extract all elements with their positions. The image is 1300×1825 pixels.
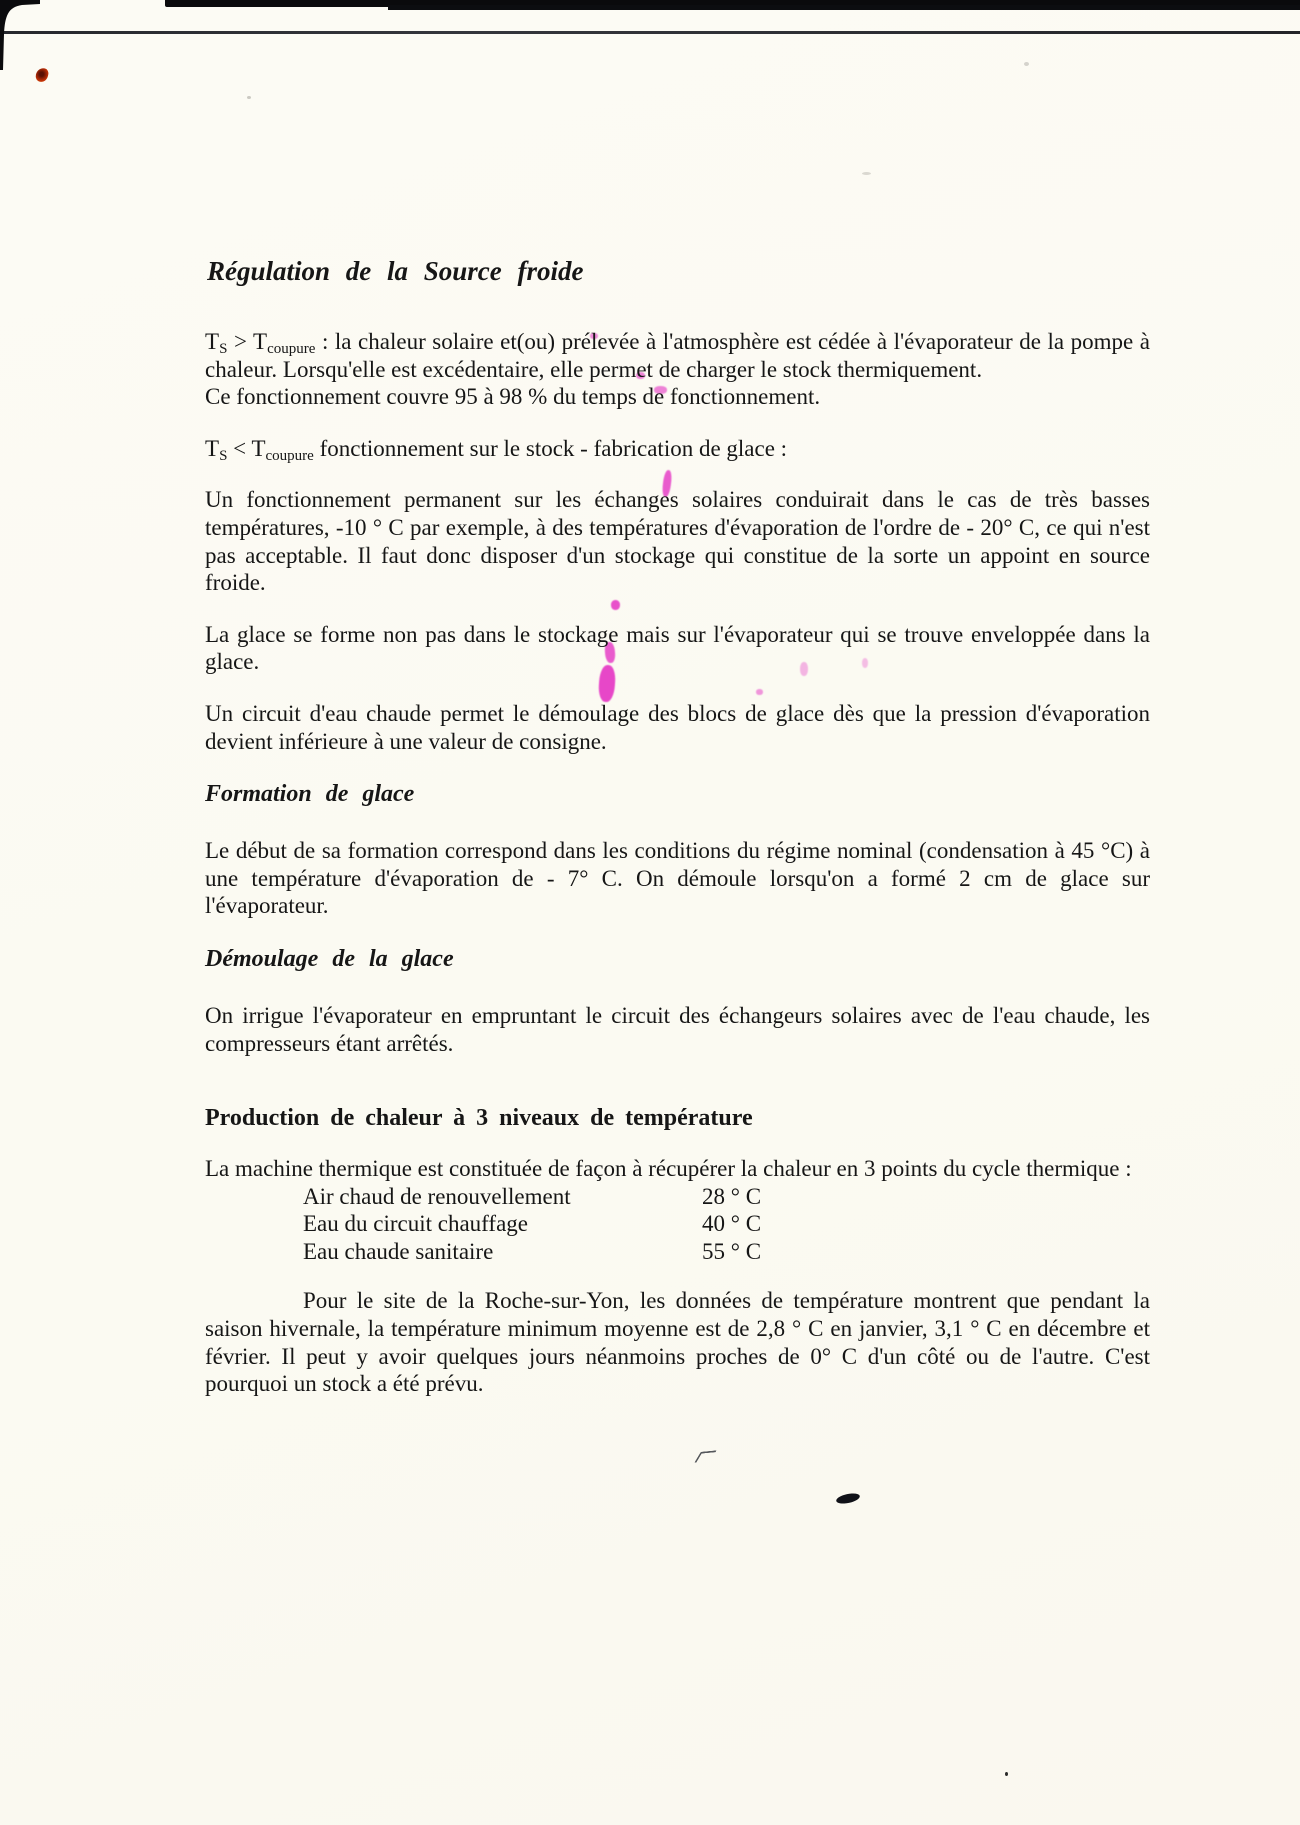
- section-heading-demoulage-de-la-glace: Démoulage de la glace: [205, 945, 454, 972]
- temperature-row-label: Eau chaude sanitaire: [303, 1238, 494, 1264]
- paragraph-debut-formation: Le début de sa formation correspond dans les conditions du régime nominal (condensation à 45 °C) à une température d'évaporation de - 7° C. On démoule lorsqu'on a formé 2 cm de glace sur l'évaporateur.: [205, 838, 1150, 919]
- ink-dash-blob: [835, 1492, 860, 1506]
- paragraph-ts-greater: [205, 328, 1150, 383]
- ink-speck: [1024, 62, 1029, 66]
- temperature-row-label: Eau du circuit chauffage: [303, 1211, 528, 1237]
- stray-pen-mark: [694, 1450, 717, 1463]
- paragraph-roche-sur-yon: Pour le site de la Roche-sur-Yon, les données de température montrent que pendant la saison hivernale, la température minimum moyenne est de 2,8 ° C en janvier, 3,1 ° C en décembre et février. Il peut y avoir quelques jours néanmoins proches de 0° C d'un côté ou de l'autre. C'est pourquoi un stock a été prévu.: [205, 1288, 1150, 1397]
- ink-speck: [1005, 1772, 1008, 1776]
- paragraph-coverage: Ce fonctionnement couvre 95 à 98 % du temps de fonctionnement.: [205, 384, 821, 410]
- paragraph-text: fonctionnement sur le stock - fabrication de glace :: [313, 435, 788, 461]
- temperature-row-value: 40 ° C: [702, 1211, 762, 1237]
- temperature-row-value: 28 ° C: [702, 1183, 762, 1209]
- paragraph-glace-se-forme: La glace se forme non pas dans le stockage mais sur l'évaporateur qui se trouve enveloppée dans la glace.: [205, 621, 1150, 675]
- ink-speck: [862, 172, 871, 175]
- horizontal-scan-line: [0, 31, 1300, 34]
- paragraph-text: : la chaleur solaire et(ou) prélevée à l'atmosphère est cédée à l'évaporateur de la pompe à chaleur. Lorsqu'elle est excédentaire, elle permet de charger le stock thermiquement.: [205, 329, 1150, 382]
- paragraph-on-irrigue: On irrigue l'évaporateur en empruntant le circuit des échangeurs solaires avec de l'eau chaude, les compresseurs étant arrêtés.: [205, 1002, 1150, 1056]
- table-row: [205, 1210, 1150, 1238]
- page-corner-mark: [0, 0, 40, 70]
- temperature-row-label: Air chaud de renouvellement: [303, 1183, 571, 1209]
- paragraph-circuit-eau-chaude: Un circuit d'eau chaude permet le démoulage des blocs de glace dès que la pression d'évaporation devient inférieure à une valeur de consigne.: [205, 700, 1150, 754]
- temperature-row-value: 55 ° C: [702, 1238, 762, 1264]
- section-heading-production-chaleur: Production de chaleur à 3 niveaux de température: [205, 1105, 753, 1132]
- temperature-levels-table: [205, 1183, 1150, 1266]
- formula-ts-lt-tcoupure: $T_S < T_{coupure}$: [205, 435, 314, 464]
- paragraph-ts-lower: [205, 435, 1150, 463]
- section-heading-formation-de-glace: Formation de glace: [205, 781, 415, 808]
- ink-speck: [247, 96, 251, 99]
- document-title: Régulation de la Source froide: [207, 256, 584, 286]
- paragraph-machine-thermique: La machine thermique est constituée de façon à récupérer la chaleur en 3 points du cycle thermique :: [205, 1156, 1132, 1182]
- table-row: [205, 1238, 1150, 1266]
- formula-ts-gt-tcoupure: $T_S > T_{coupure}$: [205, 329, 316, 357]
- document-body: [205, 256, 1150, 1422]
- scan-edge-bar-thick: [388, 5, 1300, 10]
- paragraph-fonctionnement-permanent: Un fonctionnement permanent sur les échanges solaires conduirait dans le cas de très basses températures, -10 ° C par exemple, à des températures d'évaporation de l'ordre de - 20° C, ce qui n'est pas acceptable. Il faut donc disposer d'un stockage qui constitue de la sorte un appoint en source froide.: [205, 487, 1150, 596]
- table-row: [205, 1183, 1150, 1211]
